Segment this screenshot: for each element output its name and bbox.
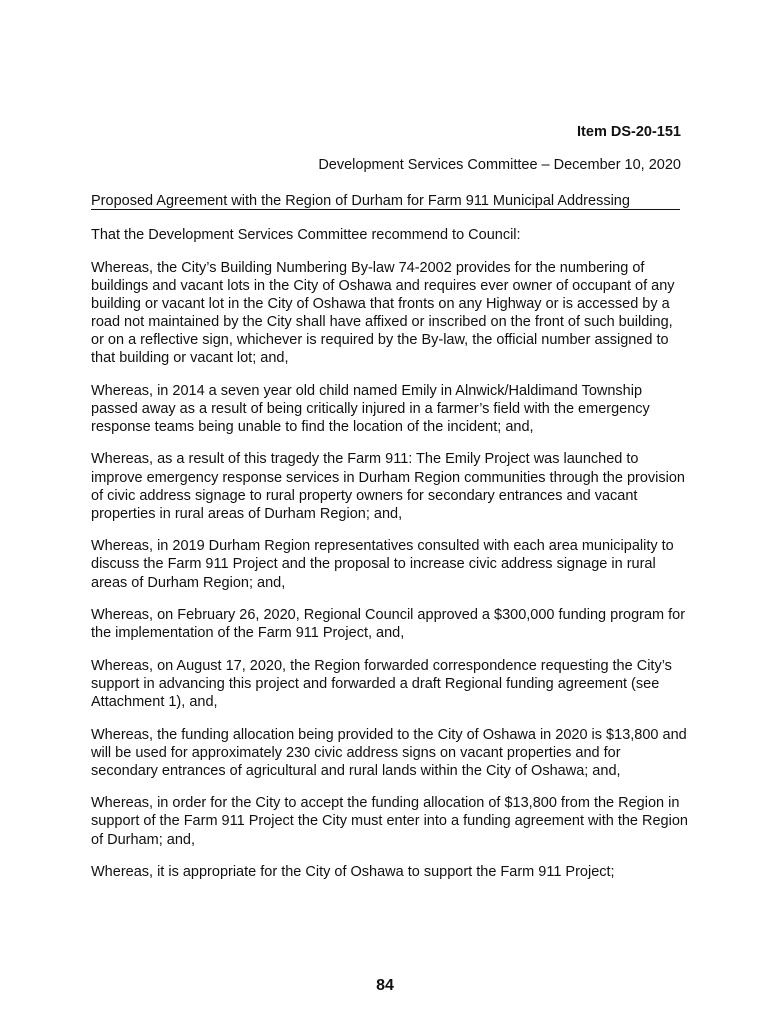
whereas-paragraph-9: Whereas, it is appropriate for the City of Oshawa to support the Farm 911 Project; <box>91 864 615 881</box>
subject-heading: Proposed Agreement with the Region of Durham for Farm 911 Municipal Addressing <box>91 193 680 210</box>
whereas-paragraph-7: Whereas, the funding allocation being provided to the City of Oshawa in 2020 is $13,800 and will be used for approximately 230 civic address signs on vacant properties and for secondary entrances of agricultural and rural lands within the City of Oshawa; and, <box>91 726 687 779</box>
whereas-paragraph-3: Whereas, as a result of this tragedy the Farm 911: The Emily Project was launched to improve emergency response services in Durham Region communities through the provision of civic address signage to rural property owners for secondary entrances and vacant properties in rural areas of Durham Region; and, <box>91 451 685 522</box>
whereas-paragraph-8: Whereas, in order for the City to accept the funding allocation of $13,800 from the Region in support of the Farm 911 Project the City must enter into a funding agreement with the Region of Durham; and, <box>91 795 688 848</box>
whereas-paragraph-2: Whereas, in 2014 a seven year old child named Emily in Alnwick/Haldimand Township passed away as a result of being critically injured in a farmer’s field with the emergency response teams being unable to find the location of the incident; and, <box>91 382 650 435</box>
whereas-paragraph-5: Whereas, on February 26, 2020, Regional Council approved a $300,000 funding program for the implementation of the Farm 911 Project, and, <box>91 607 686 642</box>
whereas-paragraph-6: Whereas, on August 17, 2020, the Region forwarded correspondence requesting the City’s support in advancing this project and forwarded a draft Regional funding agreement (see Attachment 1), and, <box>91 657 672 710</box>
committee-date-line: Development Services Committee – December 10, 2020 <box>318 157 681 173</box>
document-body <box>91 226 689 896</box>
item-number: Item DS-20-151 <box>577 124 681 140</box>
whereas-paragraph-1: Whereas, the City’s Building Numbering By-law 74-2002 provides for the numbering of buildings and vacant lots in the City of Oshawa and requires ever owner of occupant of any building or vacant lot in the City of Oshawa that fronts on any Highway or is accessed by a road not maintained by the City shall have affixed or inscribed on the front of such building, or on a reflective sign, whichever is required by the By-law, the official number assigned to that building or vacant lot; and, <box>91 259 675 367</box>
intro-paragraph: That the Development Services Committee recommend to Council: <box>91 227 521 243</box>
whereas-paragraph-4: Whereas, in 2019 Durham Region representatives consulted with each area municipality to discuss the Farm 911 Project and the proposal to increase civic address signage in rural areas of Durham Region; and, <box>91 538 674 591</box>
page-number: 84 <box>376 977 394 994</box>
